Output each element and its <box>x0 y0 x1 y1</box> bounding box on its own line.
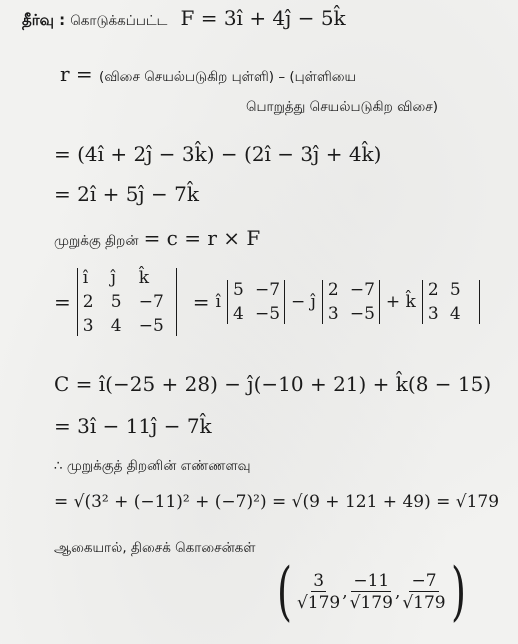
step-1: = (4î + 2ĵ − 3k̂) − (2î − 3ĵ + 4k̂) <box>54 142 382 166</box>
cosine-y: $\frac{-11}{√179}$ <box>349 571 393 613</box>
magnitude-label: ∴ முறுக்குத் திறனின் எண்ணளவு <box>54 458 251 474</box>
torque-label: முறுக்கு திறன் <box>54 233 139 249</box>
minor-k: 2 5 3 4 <box>422 280 480 324</box>
minor-j: 2 −7 3 −5 <box>322 280 380 324</box>
minor-i: 5 −7 4 −5 <box>227 280 285 324</box>
r-def-math: r = <box>60 62 100 86</box>
magnitude-expression: = √(3² + (−11)² + (−7)²) = √(9 + 121 + 49) = √179 <box>54 492 500 512</box>
direction-cosines: ( $\frac{3}{√179}$ , $\frac{-11}{√179}$ , $\frac{-7}{√179}$ ) <box>276 555 466 629</box>
r-definition-line-2 <box>246 96 438 117</box>
torque-line <box>54 226 260 251</box>
determinant-block: = î ĵ k̂ 2 5 −7 3 4 −5 = î 5 −7 4 −5 − ĵ 2 −7 3 −5 + k̂ 2 5 3 4 <box>54 268 480 336</box>
given-force-math: F = 3î + 4ĵ − 5k̂ <box>180 6 346 30</box>
given-force-text: கொடுக்கப்பட்ட <box>70 13 168 29</box>
torque-math: = c = r × F <box>143 226 261 250</box>
cosine-x: $\frac{3}{√179}$ <box>296 571 341 613</box>
main-determinant: î ĵ k̂ 2 5 −7 3 4 −5 <box>77 268 177 336</box>
solution-label: தீர்வு : <box>22 11 66 29</box>
cosines-label: ஆகையால், திசைக் கொசைன்கள் <box>54 540 256 556</box>
r-def-tamil-1: (விசை செயல்படுகிற புள்ளி) – (புள்ளியை <box>99 69 357 85</box>
cosine-z: $\frac{-7}{√179}$ <box>402 571 446 613</box>
expansion-line: C = î(−25 + 28) − ĵ(−10 + 21) + k̂(8 − 15) <box>54 372 492 396</box>
r-def-tamil-2: பொறுத்து செயல்படுகிற விசை) <box>246 99 438 115</box>
r-definition-line-1 <box>60 62 356 87</box>
result-line: = 3î − 11ĵ − 7k̂ <box>54 414 212 438</box>
step-2: = 2î + 5ĵ − 7k̂ <box>54 182 199 206</box>
given-force-line <box>22 6 346 31</box>
